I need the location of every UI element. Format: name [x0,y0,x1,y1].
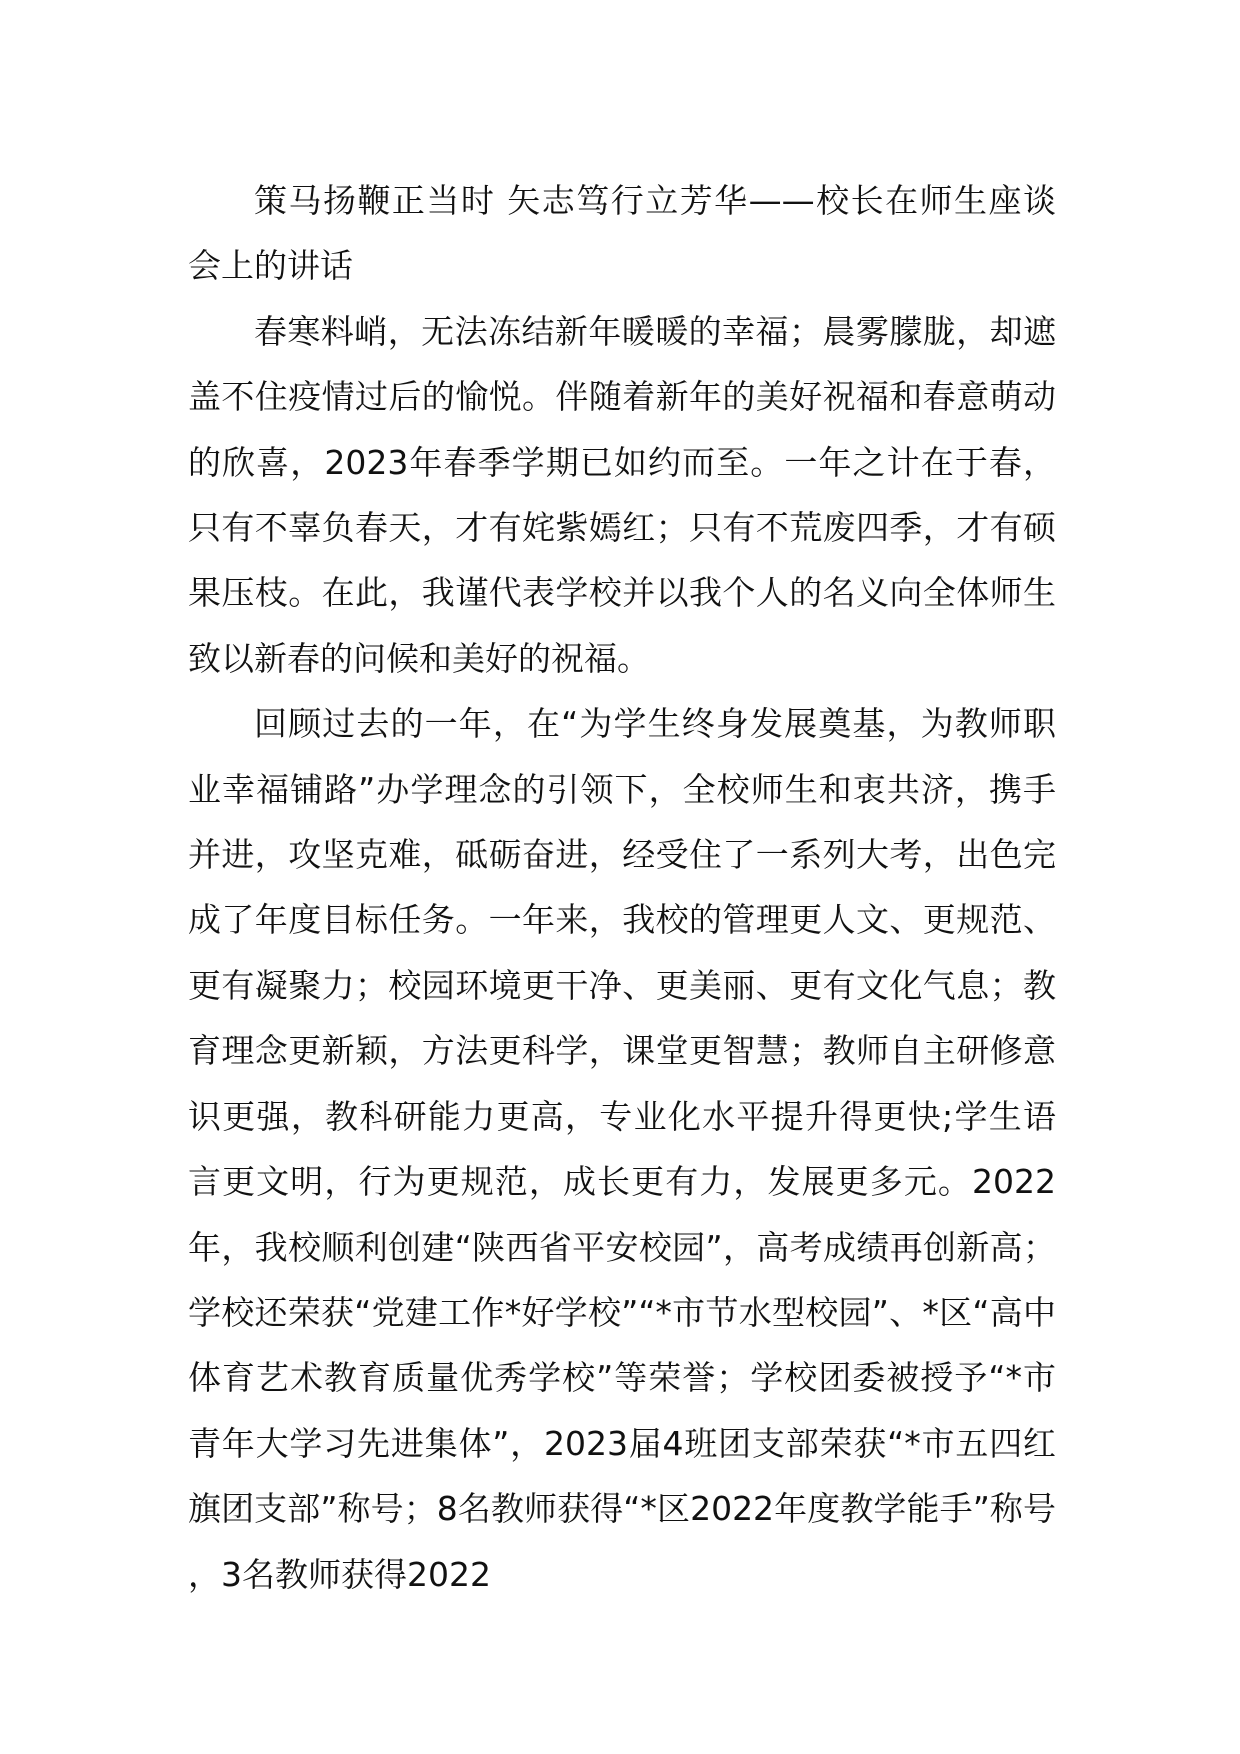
document-title: 策马扬鞭正当时 矢志笃行立芳华——校长在师生座谈会上的讲话 [188,181,1056,286]
document-body [188,168,1056,1607]
paragraph-2: 回顾过去的一年，在“为学生终身发展奠基，为教师职业幸福铺路”办学理念的引领下，全校师生和衷共济，携手并进，攻坚克难，砥砺奋进，经受住了一系列大考，出色完成了年度目标任务。一年来，我校的管理更人文、更规范、更有凝聚力；校园环境更干净、更美丽、更有文化气息；教育理念更新颖，方法更科学，课堂更智慧；教师自主研修意识更强，教科研能力更高，专业化水平提升得更快;学生语言更文明，行为更规范，成长更有力，发展更多元。2022年，我校顺利创建“陕西省平安校园”，高考成绩再创新高；学校还荣获“党建工作*好学校”“*市节水型校园”、*区“高中体育艺术教育质量优秀学校”等荣誉；学校团委被授予“*市青年大学习先进集体”，2023届4班团支部荣获“*市五四红旗团支部”称号；8名教师获得“*区2022年度教学能手”称号，3名教师获得2022 [188,704,1056,1594]
paragraph-1: 春寒料峭，无法冻结新年暖暖的幸福；晨雾朦胧，却遮盖不住疫情过后的愉悦。伴随着新年的美好祝福和春意萌动的欣喜，2023年春季学期已如约而至。一年之计在于春，只有不辜负春天，才有姹紫嫣红；只有不荒废四季，才有硕果压枝。在此，我谨代表学校并以我个人的名义向全体师生致以新春的问候和美好的祝福。 [188,311,1056,678]
